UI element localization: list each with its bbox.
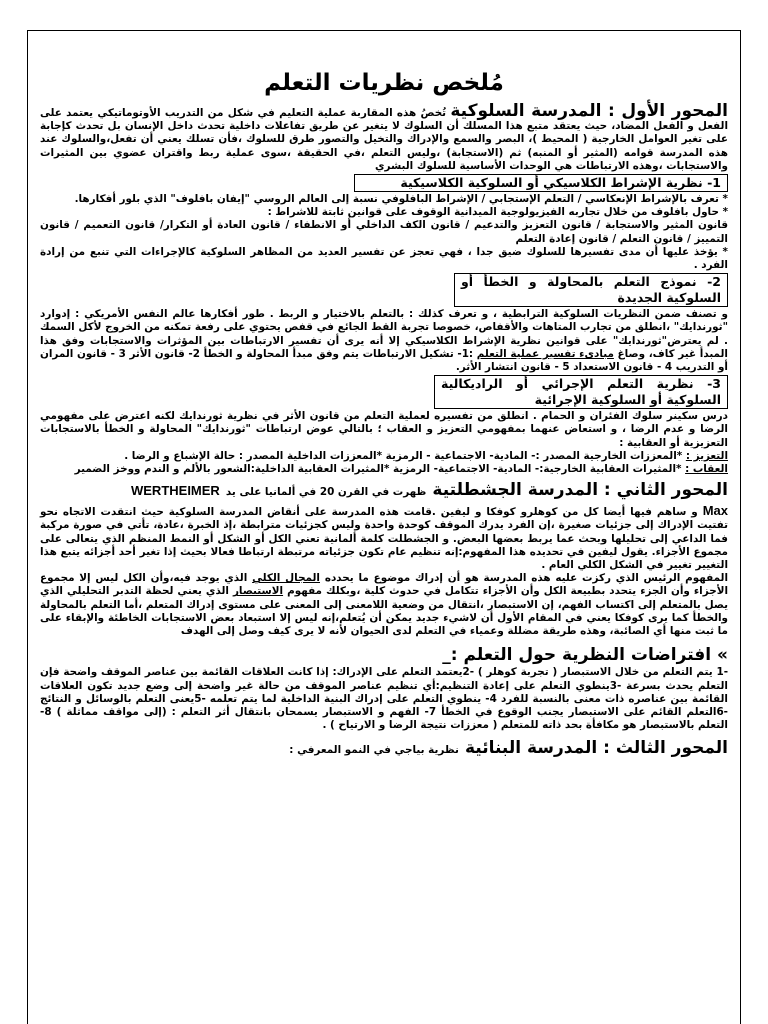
theory1-box [40, 173, 728, 193]
axis2-subheading: ظهرت في القرن 20 في ألمانيا على يد [225, 486, 427, 499]
theory2-principles: :1- تشكيل الارتباطات يتم وفق مبدأ المحاولة و الخطأ 2- قانون الأثر 3 - قانون المران أو التدريب 4 - قانون الاستعداد 5 - قانون انتشار الأثر. [40, 347, 728, 374]
axis2-paragraph2 [40, 572, 728, 638]
theory3-punishment [40, 463, 728, 476]
theory3-title: 3- نظرية التعلم الإجرائي أو الراديكالية السلوكية أو السلوكية الإجرائية [434, 375, 728, 409]
axis2-text1: و ساهم فيها أيضا كل من كوهلرو كوفكا و ليفين .قامت هذه المدرسة على أنقاض المدرسة السلوكية حيث انتقدت الاتجاه نحو تفتيت الإدراك إلى جزئيات صغيرة ،إن الفرد يدرك الموقف كوحدة واحدة وليس كجزئيات مترابطة ،إذ الخبرة ،عادة، تأتي في صورة مركبة فما الداعي إلى تحليلها وبحث عما يربط بعضها البعض. و الجشطلت كلمة ألمانية تعني الكل أو الشكل أو النمط المنظم الذي يتعالى على مجموع الأجزاء. يقول ليفين في تحديده هذا المفهوم:إنه تنظيم عام تكون جزئياته مرتبطة ارتباطا فعالا بحيث إذا تغير أحد أجزائه يتبع هذا التغيير تغيير في الشكل الكلي العام . [40, 506, 728, 572]
reinforcement-text: *المعززات الخارجية المصدر :- المادية- الاجتماعية - الرمزية *المعززات الداخلية المصدر : حالة الإشباع و الرضا . [124, 449, 683, 462]
theory3-box [40, 374, 728, 410]
document-page [27, 30, 741, 1024]
axis2-heading-line [40, 478, 728, 504]
page-title: مُلخص نظريات التعلم [264, 70, 504, 96]
theory2-title: 2- نموذج التعلم بالمحاولة و الخطأ أو السلوكية الجديدة [454, 273, 728, 307]
theory2-text: و تصنف ضمن النظريات السلوكية الترابطية ، و تعرف كذلك : بالتعلم بالاختيار و الربط . طور أفكارها عالم النفس الأمريكي : إدوارد "ثورندايك" ،انطلق من تجارب المتاهات والأقفاص، خصوصا تجربة القط الجائع في قفص يحتوي على رفعة تمكنه من الخروج لأكل السمك . لم يعترض"ثورندايك" على قوانين نظرية الإشراط الكلاسيكي إلا أنه يرى أن تفسير الارتباطات بين المؤثرات والاستجابات وفق هذا المبدأ غير كاف، وصاغ [40, 308, 728, 360]
axis1-intro: تُخصُ هذه المقاربة عملية التعليم في شكل من التدريب الأوتوماتيكي يعتمد على الفعل و الفعل المضاد، حيث يعتقد متبع هذا المسلك أن السلوك لا يتغير عن طريق تفاعلات داخلية تحدث داخل الإنسان بل تحدث كإجابة على تغير العوامل الخارجية ( المحيط )، البصر والسمع والإدراك والتخيل والتصور طرق للسلوك ،فأن تسلك يعني أن تفعل،والسلوك عند هذه المدرسة قوامه (المثير أو المنبه) ثم (الاستجابة) ،وليس التعلم ،في الحقيقة ،سوى عملية ربط واقتران عضوي بين المثيرات والاستجابات ،وهذه الارتباطات هي الوحدات الأساسية للسلوك البشري [40, 107, 728, 172]
max-name: Max [702, 503, 728, 519]
theory1-laws: قانون المثير والاستجابة / قانون التعزيز والتدعيم / قانون الكف الداخلي أو الانطفاء / قانون العادة أو التكرار/ قانون التعميم / قانون التمييز / قانون التعلم / قانون إعادة التعلم [40, 219, 728, 245]
document-body [28, 69, 740, 762]
axis2-text2c: الذي يعني لحظة التدبر التحليلي الذي يصل بالمتعلم إلى اكتساب الفهم، إن الاستبصار ،انتقال من وضعية اللامعنى إلى المعنى على مستوى إدراك المتعلم ،أما التعلم بالمحاولة والخطأ كما يرى كوفكا يعني في المقام الأول أن لاشيء جديد يمكن أن يُتعلم،إنه ليس إلا استبعاد بعض الاستجابات الخاطئة والإبقاء على ما ثبت منها أي الصائبة، وهذه طريقة مضللة وعمياء في التعلم لدى الحيوان لأنه لا يرى كيف وصل إلى الهدف [40, 585, 728, 638]
theory1-p2: * حاول بافلوف من خلال تجاربه الفيزيولوجية الميدانية الوقوف على قوانين ثابتة للاشراط : [267, 206, 728, 219]
insight-term: الاستبصار [232, 585, 284, 598]
axis2-paragraph1 [40, 504, 728, 572]
axis2-text2b: الذي يوجد فيه،وأن الكل ليس إلا مجموع الأجزاء وأن الجزء يتحدد بطبيعة الكل وأن الأجزاء تتكامل في حدوث كلية ،وبكلك مفهوم [40, 572, 729, 598]
axis2-text2a: المفهوم الرئيس الذي ركزت عليه هذه المدرسة هو أن إدراك موضوع ما يحدده [324, 572, 729, 585]
theory3-paragraph: درس سكينر سلوك الفئران و الحمام . انطلق من تفسيره لعملية التعلم من قانون الأثر في نظرية ثورندايك لكنه اعترض على مفهومي الرضا و عدم الرضا ، و استعاض عنهما بمفهومي التعزيز و العقاب ؛ بالتالي عوض ارتباطات "ثورندايك" المحاولة و الخطأ بالاستجابات التعزيزية أو العقابية : [40, 410, 728, 449]
theory2-paragraph [40, 308, 728, 374]
axis3-subheading: نظرية بياجي في النمو المعرفي : [289, 744, 459, 757]
axis3-heading: المحور الثالث : المدرسة البنائية [464, 738, 728, 759]
theory2-box [40, 272, 728, 308]
punishment-text: *المثيرات العقابية الخارجية:- المادية- الاجتماعية- الرمزية *المثيرات العقابية الداخلية:الشعور بالألم و الندم ووخز الضمير [74, 463, 682, 476]
axis1-heading: المحور الأول : المدرسة السلوكية [450, 101, 728, 121]
theory1-title: 1- نظرية الإشراط الكلاسيكي أو السلوكية الكلاسيكية [354, 174, 728, 192]
theory3-reinforcement [40, 450, 728, 463]
reinforcement-label: التعزيز : [685, 449, 728, 462]
assumptions-paragraph: -1 يتم التعلم من خلال الاستبصار ( تجربة كوهلر ) -2يعتمد التعلم على الإدراك: إذا كانت العلاقات القائمة بين عناصر الموقف واضحة فإن التعلم يحدث بسرعة -3ينطوي التعلم على إعادة التنظيم:أي تنظيم عناصر الموقف من حالة غير واضحة إلى وضع جديد تكون العلاقات القائمة بين عناصره ذات معنى بالنسبة للفرد 4- ينطوي التعلم على إدراك البنية الداخلية لما يتم تعلمه -5يعنى التعلم بالوسائل و النتائج -6التعلم القائم على الاستبصار يجنب الوقوع في الخطأ 7- الفهم و الاستبصار يسمحان بانتقال أثر التعلم : (إلى مواقف مماثلة ) 8- التعلم بالاستبصار هو مكافأة بحد ذاته للمتعلم ( معززات نتيجة الرضا و الارتياح ) . [40, 666, 729, 732]
punishment-label: العقاب : [685, 463, 728, 476]
theory1-critique: * يؤخذ عليها أن مدى تفسيرها للسلوك ضيق جدا ، فهي تعجز عن تفسير العديد من المظاهر السلوكية كالإجراءات التي تنبع من إرادة الفرد . [40, 245, 728, 272]
axis3-heading-line [40, 736, 728, 762]
whole-field-term: المجال الكلي [252, 572, 320, 585]
wertheimer-name: WERTHEIMER [130, 483, 220, 499]
theory2-principles-label: مبادىء تفسير عملية التعلم [476, 347, 614, 360]
theory1-p1: * تعرف بالإشراط الإنعكاسي / التعلم الإستجابي / الإشراط البافلوفي نسبة إلى العالم الروسي "إيفان بافلوف" الذي بلور أفكارها. [74, 193, 728, 206]
assumptions-heading: » افتراضات النظرية حول التعلم :_ [442, 645, 728, 666]
axis1-intro-paragraph [40, 101, 728, 173]
axis2-heading: المحور الثاني : المدرسة الجشطلتية [432, 480, 728, 501]
